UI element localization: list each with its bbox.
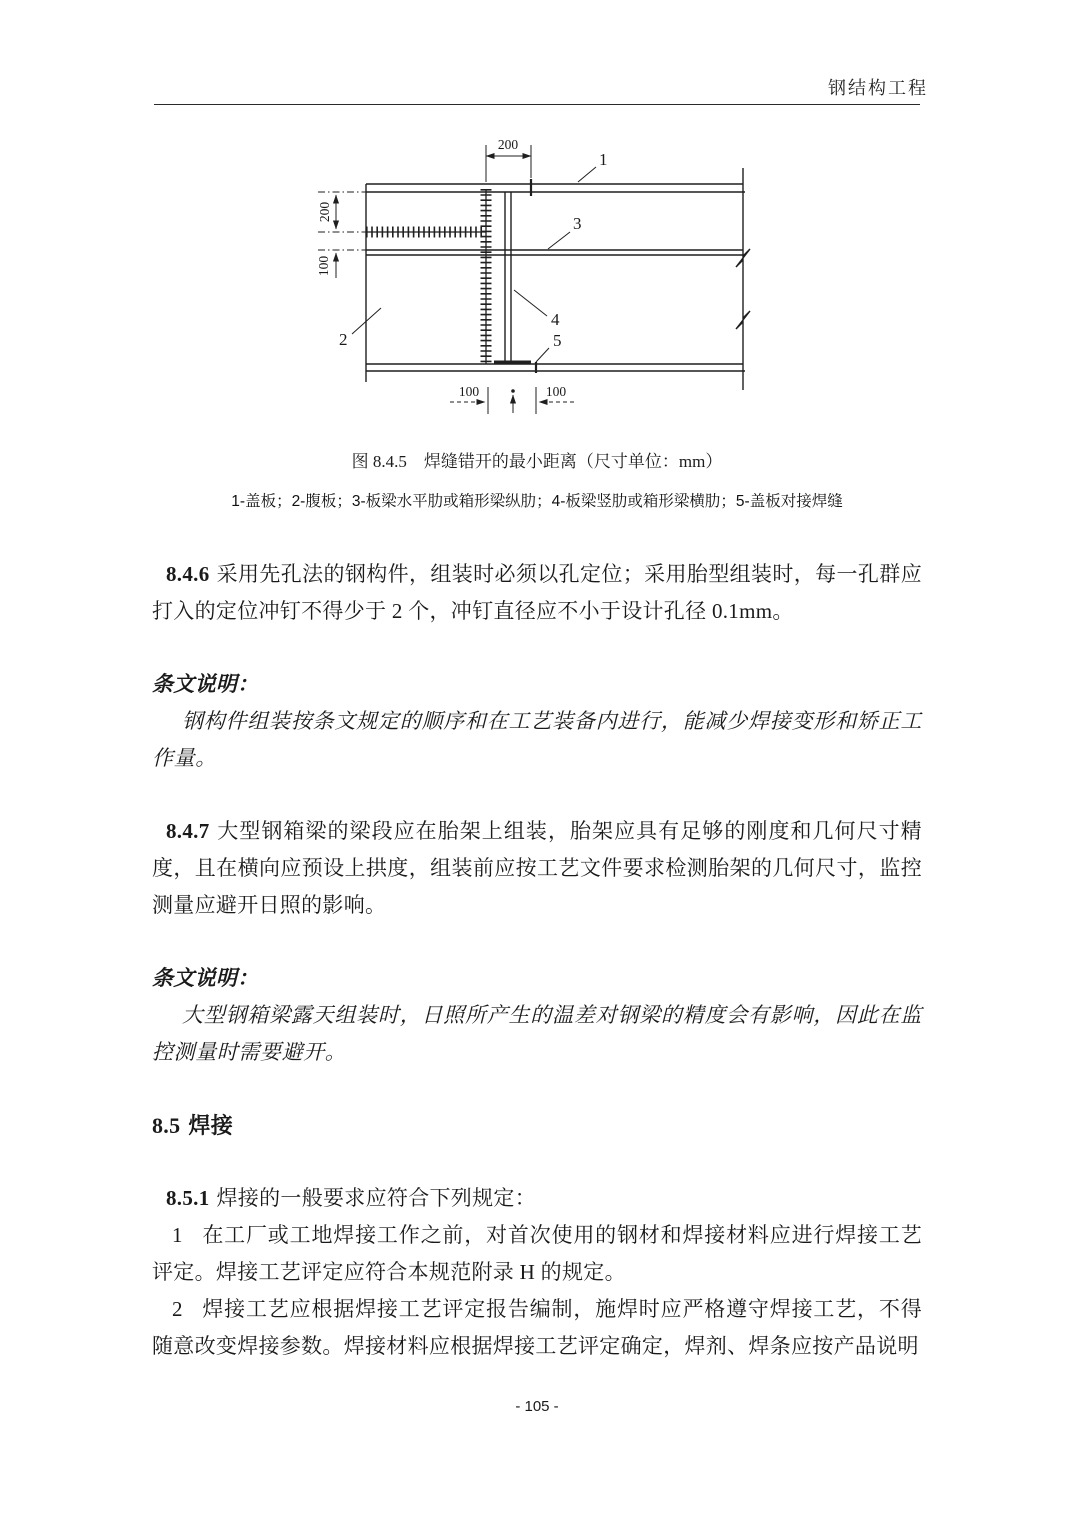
clause-number: 8.5.1 — [166, 1186, 210, 1210]
paragraph-text: 焊接 — [188, 1113, 234, 1138]
part-labels — [339, 150, 608, 362]
clause-8-4-6 — [152, 556, 922, 630]
label-4-vertical-rib: 4 — [551, 310, 560, 329]
clause-8-5-1 — [152, 1180, 922, 1217]
note-heading-8-4-7 — [152, 960, 922, 997]
doc-body — [152, 513, 922, 1365]
paragraph-text: 条文说明： — [152, 672, 259, 696]
clause-number: 1 — [172, 1223, 183, 1247]
clause-number: 8.4.6 — [166, 562, 210, 586]
girder-outline — [366, 168, 750, 390]
page-number: - 105 - — [515, 1398, 559, 1415]
note-heading-8-4-6 — [152, 666, 922, 703]
running-head: 钢结构工程 — [828, 78, 928, 98]
paragraph-text: 焊接工艺应根据焊接工艺评定报告编制，施焊时应严格遵守焊接工艺，不得随意改变焊接参数。焊接材料应根据焊接工艺评定确定，焊剂、焊条应按产品说明 — [152, 1297, 922, 1358]
header-rule — [154, 104, 920, 105]
weld-offset-diagram — [288, 132, 808, 432]
welds-and-rib — [366, 179, 536, 373]
paragraph-text: 条文说明： — [152, 966, 259, 990]
label-3-horizontal-rib: 3 — [573, 214, 582, 233]
figure-8-4-5 — [152, 132, 922, 513]
paragraph-text: 大型钢箱梁的梁段应在胎架上组装，胎架应具有足够的刚度和几何尺寸精度，且在横向应预设上拱度，组装前应按工艺文件要求检测胎架的几何尺寸，监控测量应避开日照的影响。 — [152, 819, 922, 917]
dim-bottom-left-100-text: 100 — [458, 384, 480, 399]
dim-bottom-right-100-text: 100 — [545, 384, 567, 399]
dim-top-200 — [486, 137, 531, 182]
clause-number: 8.4.7 — [166, 819, 210, 843]
paragraph-text: 大型钢箱梁露天组装时，日照所产生的温差对钢梁的精度会有影响，因此在监控测量时需要避开。 — [152, 1003, 922, 1064]
break-line — [736, 168, 750, 390]
note-8-4-6 — [152, 703, 922, 777]
paragraph-text: 在工厂或工地焊接工作之前，对首次使用的钢材和焊接材料应进行焊接工艺评定。焊接工艺评定应符合本规范附录 H 的规定。 — [152, 1223, 922, 1284]
label-5-butt-weld: 5 — [553, 331, 562, 350]
clause-number: 8.5 — [152, 1113, 181, 1138]
dim-bottom — [450, 384, 574, 414]
clause-8-4-7 — [152, 813, 922, 924]
paragraph-text: 焊接的一般要求应符合下列规定： — [216, 1186, 536, 1210]
note-8-4-7 — [152, 997, 922, 1071]
dim-left-200-text: 200 — [317, 201, 332, 223]
paragraph-text: 采用先孔法的钢构件，组装时必须以孔定位；采用胎型组装时，每一孔群应打入的定位冲钉不得少于 2 个，冲钉直径应不小于设计孔径 0.1mm。 — [152, 562, 922, 623]
vertical-rib — [505, 192, 511, 362]
label-2-web-plate: 2 — [339, 330, 348, 349]
figure-legend: 1-盖板；2-腹板；3-板梁水平肋或箱形梁纵肋；4-板梁竖肋或箱形梁横肋；5-盖板对接焊缝 — [231, 493, 843, 510]
dim-top-200-text: 200 — [497, 137, 519, 152]
label-1-cover-plate: 1 — [599, 150, 608, 169]
list-item-2 — [152, 1291, 922, 1365]
list-item-1 — [152, 1217, 922, 1291]
figure-caption: 图 8.4.5 焊缝错开的最小距离（尺寸单位：mm） — [351, 452, 723, 471]
paragraph-text: 钢构件组装按条文规定的顺序和在工艺装备内进行，能减少焊接变形和矫正工作量。 — [152, 709, 922, 770]
heading-8-5 — [152, 1107, 922, 1144]
clause-number: 2 — [172, 1297, 183, 1321]
dim-left-100-text: 100 — [316, 255, 331, 277]
page-footer — [0, 1398, 1074, 1415]
